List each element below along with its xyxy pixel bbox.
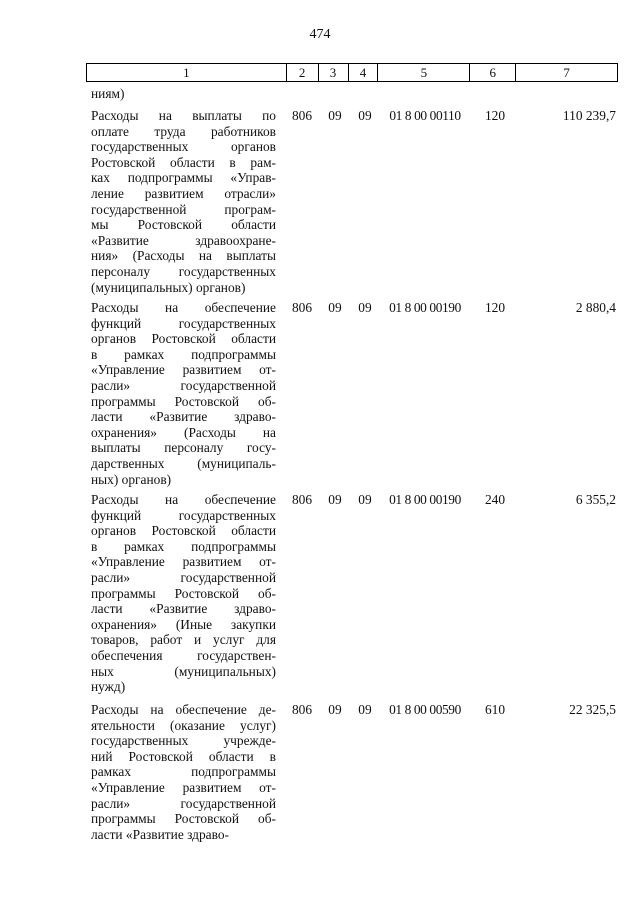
description-line: дарственных (муниципаль- — [91, 455, 276, 471]
target-article-code: 01 8 00 00190 — [389, 300, 461, 315]
description-line: охранения» (Иные закупки — [91, 616, 276, 632]
header-col-1: 1 — [87, 64, 287, 81]
continued-text: ниям) — [91, 86, 125, 101]
description-line: государственных органов — [91, 139, 276, 155]
description-line: мы Ростовской области — [91, 217, 276, 233]
description-line: ных (муниципальных) — [91, 663, 276, 679]
table-header-row — [86, 63, 618, 82]
description-line: «Управление развитием от- — [91, 362, 276, 378]
row-description — [91, 300, 276, 487]
description-line: расли» государственной — [91, 795, 276, 811]
subsection-code: 09 — [358, 108, 372, 123]
amount: 6 355,2 — [575, 492, 616, 507]
section-code: 09 — [328, 108, 342, 123]
ministry-code: 806 — [291, 492, 313, 507]
description-line: нужд) — [91, 679, 126, 695]
description-line: государственных учрежде- — [91, 733, 276, 749]
description-line: программы Ростовской об- — [91, 585, 276, 601]
row-description — [91, 492, 276, 695]
description-line: Расходы на обеспечение — [91, 300, 276, 315]
section-code: 09 — [328, 300, 342, 315]
description-line: Ростовской области в рам- — [91, 154, 276, 170]
description-line: ласти «Развитие здраво- — [91, 826, 229, 842]
description-line: программы Ростовской об- — [91, 393, 276, 409]
description-line: «Управление развитием от- — [91, 554, 276, 570]
description-line: ление развитием отрасли» — [91, 185, 276, 201]
description-line: Расходы на обеспечение де- — [91, 702, 276, 717]
description-line: ласти «Развитие здраво- — [91, 409, 276, 425]
description-line: обеспечения государствен- — [91, 647, 276, 663]
header-col-5: 5 — [378, 64, 470, 81]
ministry-code: 806 — [291, 300, 313, 315]
expense-type-code: 120 — [484, 300, 506, 315]
description-line: ния» (Расходы на выплаты — [91, 248, 276, 264]
header-col-6: 6 — [470, 64, 516, 81]
description-line: расли» государственной — [91, 377, 276, 393]
description-line: органов Ростовской области — [91, 523, 276, 539]
description-line: «Развитие здравоохране- — [91, 232, 276, 248]
description-line: ний Ростовской области в — [91, 748, 276, 764]
row-description — [91, 108, 276, 295]
description-line: выплаты персоналу госу- — [91, 440, 276, 456]
subsection-code: 09 — [358, 300, 372, 315]
description-line: охранения» (Расходы на — [91, 424, 276, 440]
description-line: товаров, работ и услуг для — [91, 632, 276, 648]
target-article-code: 01 8 00 00590 — [389, 702, 461, 717]
section-code: 09 — [328, 492, 342, 507]
section-code: 09 — [328, 702, 342, 717]
description-line: ках подпрограммы «Управ- — [91, 170, 276, 186]
amount: 2 880,4 — [575, 300, 616, 315]
target-article-code: 01 8 00 00190 — [389, 492, 461, 507]
ministry-code: 806 — [291, 108, 313, 123]
description-line: Расходы на выплаты по — [91, 108, 276, 123]
description-line: персоналу государственных — [91, 263, 276, 279]
description-line: государственной програм- — [91, 201, 276, 217]
expense-type-code: 120 — [484, 108, 506, 123]
target-article-code: 01 8 00 00110 — [389, 108, 461, 123]
description-line: ных) органов) — [91, 471, 172, 487]
subsection-code: 09 — [358, 702, 372, 717]
description-line: рамках подпрограммы — [91, 764, 276, 780]
ministry-code: 806 — [291, 702, 313, 717]
header-col-4: 4 — [349, 64, 379, 81]
header-col-2: 2 — [287, 64, 319, 81]
amount: 22 325,5 — [569, 702, 616, 717]
description-line: функций государственных — [91, 507, 276, 523]
description-line: расли» государственной — [91, 569, 276, 585]
description-line: Расходы на обеспечение — [91, 492, 276, 507]
header-col-3: 3 — [319, 64, 349, 81]
description-line: программы Ростовской об- — [91, 811, 276, 827]
description-line: (муниципальных) органов) — [91, 279, 246, 295]
amount: 110 239,7 — [562, 108, 616, 123]
header-col-7: 7 — [516, 64, 618, 81]
description-line: органов Ростовской области — [91, 331, 276, 347]
subsection-code: 09 — [358, 492, 372, 507]
expense-type-code: 610 — [484, 702, 506, 717]
description-line: в рамках подпрограммы — [91, 538, 276, 554]
description-line: «Управление развитием от- — [91, 779, 276, 795]
expense-type-code: 240 — [484, 492, 506, 507]
description-line: оплате труда работников — [91, 123, 276, 139]
description-line: в рамках подпрограммы — [91, 346, 276, 362]
row-description — [91, 702, 276, 842]
description-line: функций государственных — [91, 315, 276, 331]
description-line: ласти «Развитие здраво- — [91, 601, 276, 617]
page-number: 474 — [309, 27, 331, 42]
description-line: ятельности (оказание услуг) — [91, 717, 276, 733]
